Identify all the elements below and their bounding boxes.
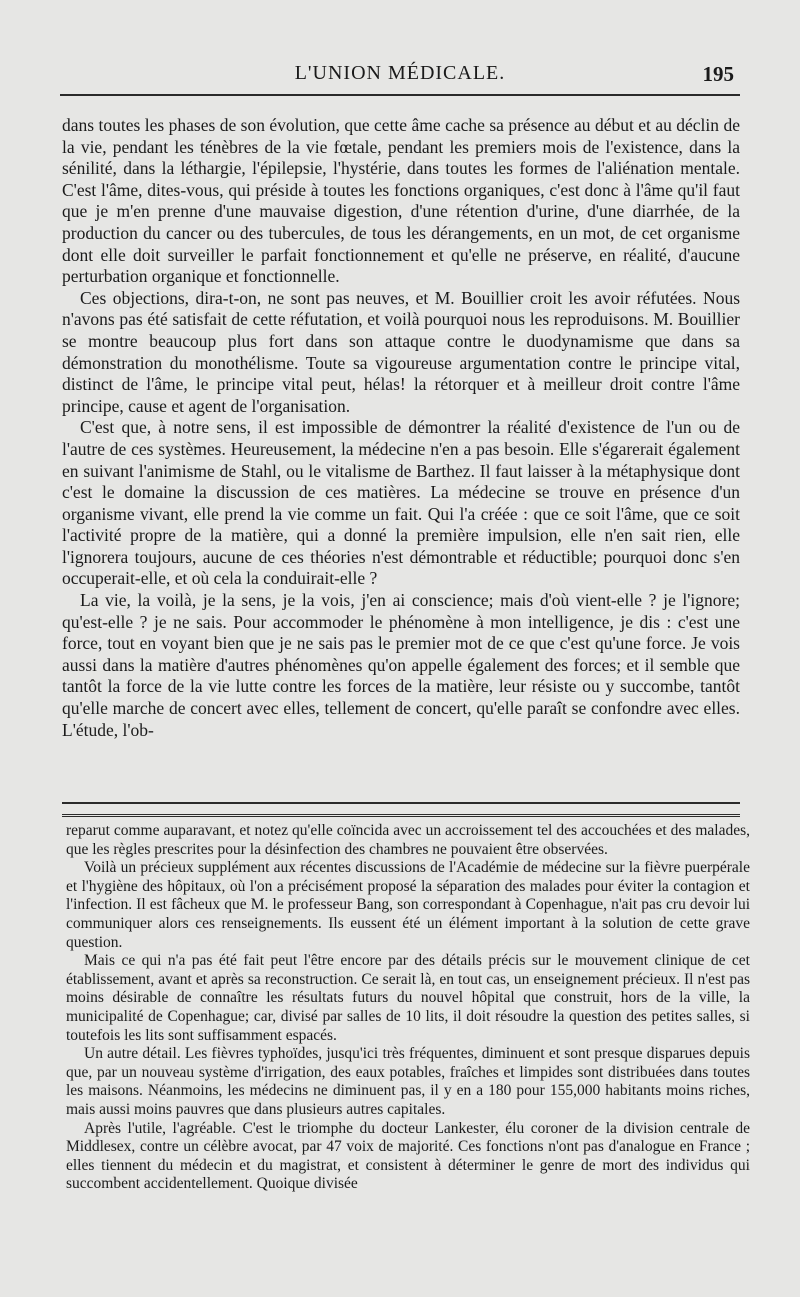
- note-paragraph: Un autre détail. Les fièvres typhoïdes, jusqu'ici très fréquentes, diminuent et sont presque disparues depuis que, par un nouveau système d'irrigation, des eaux potables, fraîches et limpides sont distribuées dans toutes les maisons. Néanmoins, les médecins ne diminuent pas, il y en a 180 pour 155,000 habitants moins riches, mais aussi moins pauvres que dans plusieurs autres capitales.: [66, 1045, 750, 1118]
- note-paragraph: Après l'utile, l'agréable. C'est le triomphe du docteur Lankester, élu coroner de la division centrale de Middlesex, contre un célèbre avocat, par 47 voix de majorité. Ces fonctions n'ont pas d'analogue en France ; elles tiennent du médecin et du magistrat, et consistent à déterminer le genre de mort des individus qui succombent accidentellement. Quoique divisée: [66, 1119, 750, 1193]
- header-rule: [60, 94, 740, 96]
- main-paragraph: dans toutes les phases de son évolution, que cette âme cache sa présence au début et au déclin de la vie, pendant les ténèbres de la vie fœtale, pendant les premiers mois de l'existence, dans la sénilité, dans la léthargie, l'épilepsie, l'hystérie, dans toutes les formes de l'aliénation mentale. C'est l'âme, dites-vous, qui préside à toutes les fonctions organiques, c'est donc à l'âme qu'il faut que je m'en prenne d'une mauvaise digestion, d'une rétention d'urine, d'une diarrhée, de la production du cancer ou des tubercules, de tous les dérangements, en un mot, de cet organisme dont elle doit surveiller le parfait fonctionnement et qu'elle ne préserve, en réalité, d'aucune perturbation organique et fonctionnelle.: [62, 115, 740, 287]
- feuilleton-notes: [66, 822, 750, 1194]
- page-number: 195: [702, 62, 734, 86]
- running-title: L'UNION MÉDICALE.: [294, 62, 506, 84]
- note-paragraph: reparut comme auparavant, et notez qu'elle coïncida avec un accroissement tel des accouchées et des malades, que les règles prescrites pour la désinfection des chambres ne pouvaient être observées.: [66, 822, 750, 858]
- main-paragraph: La vie, la voilà, je la sens, je la vois, j'en ai conscience; mais d'où vient-elle ? je l'ignore; qu'est-elle ? je ne sais. Pour accommoder le phénomène à mon intelligence, je dis : c'est une force, tout en voyant bien que je ne sais pas le premier mot de ce que c'est qu'une force. Je vois aussi dans la matière d'autres phénomènes qu'on appelle également des forces; et il semble que tantôt la force de la vie lutte contre les forces de la matière, leur résiste ou y succombe, tantôt qu'elle marche de concert avec elles, tellement de concert, qu'elle paraît se confondre avec elles. L'étude, l'ob-: [62, 590, 740, 740]
- main-paragraph: Ces objections, dira-t-on, ne sont pas neuves, et M. Bouillier croit les avoir réfutées. Nous n'avons pas été satisfait de cette réfutation, et voilà pourquoi nous les reproduisons. M. Bouillier se montre beaucoup plus fort dans son attaque contre le duodynamisme que dans sa démonstration du monothélisme. Toute sa vigoureuse argumentation contre le principe vital, distinct de l'âme, le principe vital peut, hélas! la rétorquer et à meilleur droit contre l'âme principe, cause et agent de l'organisation.: [62, 287, 740, 416]
- main-paragraph: C'est que, à notre sens, il est impossible de démontrer la réalité d'existence de l'un ou de l'autre de ces systèmes. Heureusement, la médecine n'en a pas besoin. Elle s'égarerait également en suivant l'animisme de Stahl, ou le vitalisme de Barthez. Il faut laisser à la métaphysique dont c'est le domaine la discussion de ces matières. La médecine se trouve en présence d'un organisme vivant, elle prend la vie comme un fait. Qui l'a créée : que ce soit l'âme, que ce soit l'activité propre de la matière, qui a donné la première impulsion, elle n'en sait rien, elle l'ignorera toujours, aucune de ces théories n'est démontrable et réductible; pourquoi donc s'en occuperait-elle, et où cela la conduirait-elle ?: [62, 417, 740, 589]
- page-header: [60, 60, 740, 100]
- main-text: [62, 115, 740, 741]
- note-paragraph: Voilà un précieux supplément aux récentes discussions de l'Académie de médecine sur la fièvre puerpérale et l'hygiène des hôpitaux, où l'on a précisément proposé la séparation des malades pour éviter la contagion et l'infection. Il est fâcheux que M. le professeur Bang, son correspondant à Copenhague, n'ait pas cru devoir lui communiquer alors ces renseignements. Ils eussent été un élément important à la solution de cette grave question.: [66, 859, 750, 951]
- note-paragraph: Mais ce qui n'a pas été fait peut l'être encore par des détails précis sur le mouvement clinique de cet établissement, avant et après sa reconstruction. Ce serait là, en tout cas, un enseignement précieux. Il n'est pas moins désirable de connaître les résultats futurs du nouvel hôpital que construit, hors de la ville, la municipalité de Copenhague; car, divisé par salles de 10 lits, il doit résoudre la question des petites salles, si toutefois les lits sont suffisamment espacés.: [66, 952, 750, 1044]
- section-separator: [62, 802, 740, 817]
